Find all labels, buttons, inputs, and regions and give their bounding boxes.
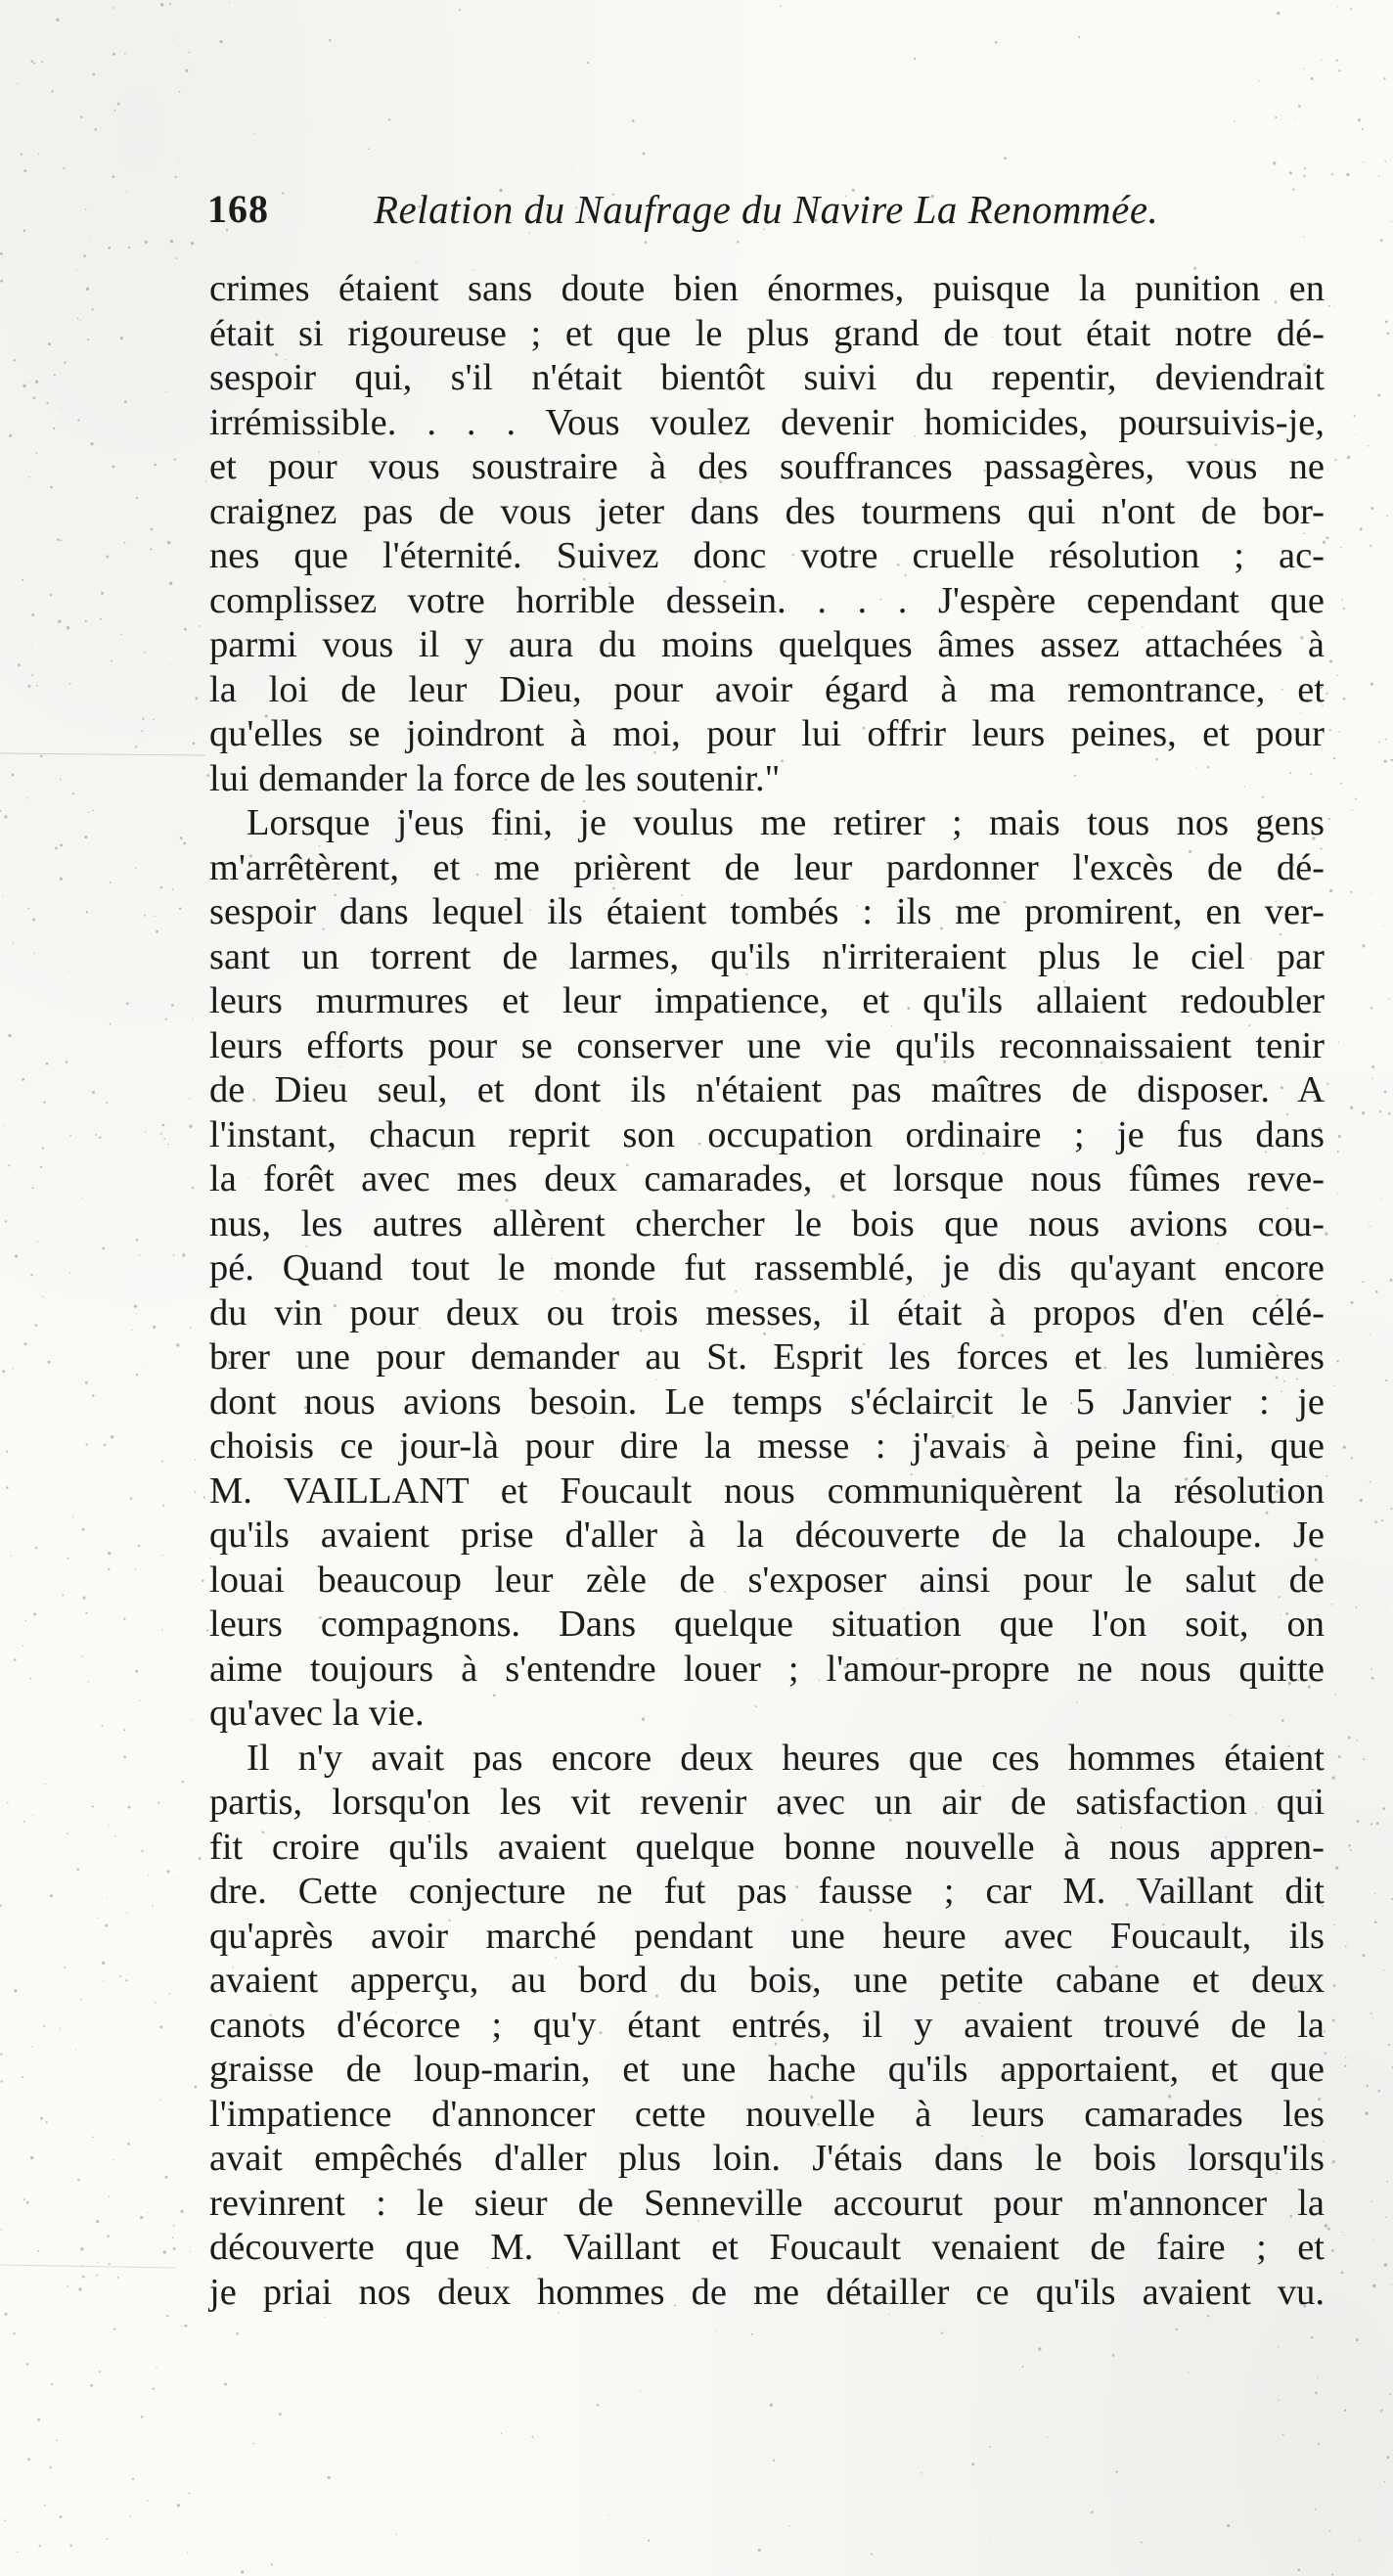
text-line: irrémissible. . . . Vous voulez devenir homicides, poursuivis-je, xyxy=(209,401,1325,443)
text-line: nus, les autres allèrent chercher le bois que nous avions cou- xyxy=(209,1202,1325,1244)
text-line: revinrent : le sieur de Senneville accourut pour m'annoncer la xyxy=(209,2182,1325,2224)
text-line: brer une pour demander au St. Esprit les forces et les lumières xyxy=(209,1336,1325,1378)
text-line: avaient apperçu, au bord du bois, une petite cabane et deux xyxy=(209,1960,1325,2001)
text-line: dre. Cette conjecture ne fut pas fausse ; car M. Vaillant dit xyxy=(209,1871,1325,1912)
text-line: partis, lorsqu'on les vit revenir avec un air de satisfaction qui xyxy=(209,1782,1325,1823)
text-line: je priai nos deux hommes de me détailler ce qu'ils avaient vu. xyxy=(209,2271,1325,2313)
text-line: découverte que M. Vaillant et Foucault venaient de faire ; et xyxy=(209,2227,1325,2268)
text-line: l'impatience d'annoncer cette nouvelle à leurs camarades les xyxy=(209,2093,1325,2135)
text-line: choisis ce jour-là pour dire la messe : j'avais à peine fini, que xyxy=(209,1425,1325,1467)
text-line: du vin pour deux ou trois messes, il était à propos d'en célé- xyxy=(209,1291,1325,1333)
text-line: la loi de leur Dieu, pour avoir égard à ma remontrance, et xyxy=(209,668,1325,710)
text-line: nes que l'éternité. Suivez donc votre cruelle résolution ; ac- xyxy=(209,535,1325,576)
text-line: canots d'écorce ; qu'y étant entrés, il y avaient trouvé de la xyxy=(209,2004,1325,2046)
text-line: m'arrêtèrent, et me prièrent de leur pardonner l'excès de dé- xyxy=(209,846,1325,888)
running-title: Relation du Naufrage du Navire La Renommée. xyxy=(374,187,1159,232)
text-line: aime toujours à s'entendre louer ; l'amour-propre ne nous quitte xyxy=(209,1648,1325,1690)
text-line: Il n'y avait pas encore deux heures que ces hommes étaient xyxy=(247,1737,1325,1779)
text-line: la forêt avec mes deux camarades, et lorsque nous fûmes reve- xyxy=(209,1158,1325,1199)
text-line: louai beaucoup leur zèle de s'exposer ainsi pour le salut de xyxy=(209,1559,1325,1601)
text-line: craignez pas de vous jeter dans des tourmens qui n'ont de bor- xyxy=(209,490,1325,532)
text-line: dont nous avions besoin. Le temps s'éclaircit le 5 Janvier : je xyxy=(209,1380,1325,1423)
text-line: et pour vous soustraire à des souffrances passagères, vous ne xyxy=(209,446,1325,487)
text-line: de Dieu seul, et dont ils n'étaient pas maîtres de disposer. A xyxy=(209,1069,1325,1110)
text-line: pé. Quand tout le monde fut rassemblé, je dis qu'ayant encore xyxy=(209,1247,1325,1288)
text-line: leurs efforts pour se conserver une vie qu'ils reconnaissaient tenir xyxy=(209,1024,1325,1066)
text-line: crimes étaient sans doute bien énormes, puisque la punition en xyxy=(209,268,1325,309)
text-line: M. VAILLANT et Foucault nous communiquèrent la résolution xyxy=(209,1469,1325,1512)
page-header xyxy=(207,186,1215,245)
text-line: leurs compagnons. Dans quelque situation que l'on soit, on xyxy=(209,1604,1325,1645)
text-line: qu'après avoir marché pendant une heure avec Foucault, ils xyxy=(209,1915,1325,1957)
text-line: qu'elles se joindront à moi, pour lui offrir leurs peines, et pour xyxy=(209,713,1325,754)
text-line: sespoir qui, s'il n'était bientôt suivi du repentir, deviendrait xyxy=(209,357,1325,398)
text-line: lui demander la force de les soutenir." xyxy=(209,757,781,799)
text-line: qu'avec la vie. xyxy=(209,1693,425,1734)
text-line: fit croire qu'ils avaient quelque bonne nouvelle à nous appren- xyxy=(209,1826,1325,1868)
text-line: l'instant, chacun reprit son occupation ordinaire ; je fus dans xyxy=(209,1113,1325,1155)
text-line: parmi vous il y aura du moins quelques âmes assez attachées à xyxy=(209,624,1325,665)
text-line: avait empêchés d'aller plus loin. J'étais dans le bois lorsqu'ils xyxy=(209,2138,1325,2179)
body-text xyxy=(209,267,1325,2315)
text-line: graisse de loup-marin, et une hache qu'ils apportaient, et que xyxy=(209,2049,1325,2090)
text-line: sant un torrent de larmes, qu'ils n'irriteraient plus le ciel par xyxy=(209,935,1325,977)
text-line: complissez votre horrible dessein. . . . J'espère cependant que xyxy=(209,579,1325,621)
text-line: Lorsque j'eus fini, je voulus me retirer ; mais tous nos gens xyxy=(247,802,1325,843)
text-line: leurs murmures et leur impatience, et qu'ils allaient redoubler xyxy=(209,980,1325,1021)
text-line: sespoir dans lequel ils étaient tombés : ils me promirent, en ver- xyxy=(209,891,1325,932)
text-line: était si rigoureuse ; et que le plus grand de tout était notre dé- xyxy=(209,312,1325,354)
page-number: 168 xyxy=(207,187,269,231)
text-line: qu'ils avaient prise d'aller à la découverte de la chaloupe. Je xyxy=(209,1514,1325,1556)
